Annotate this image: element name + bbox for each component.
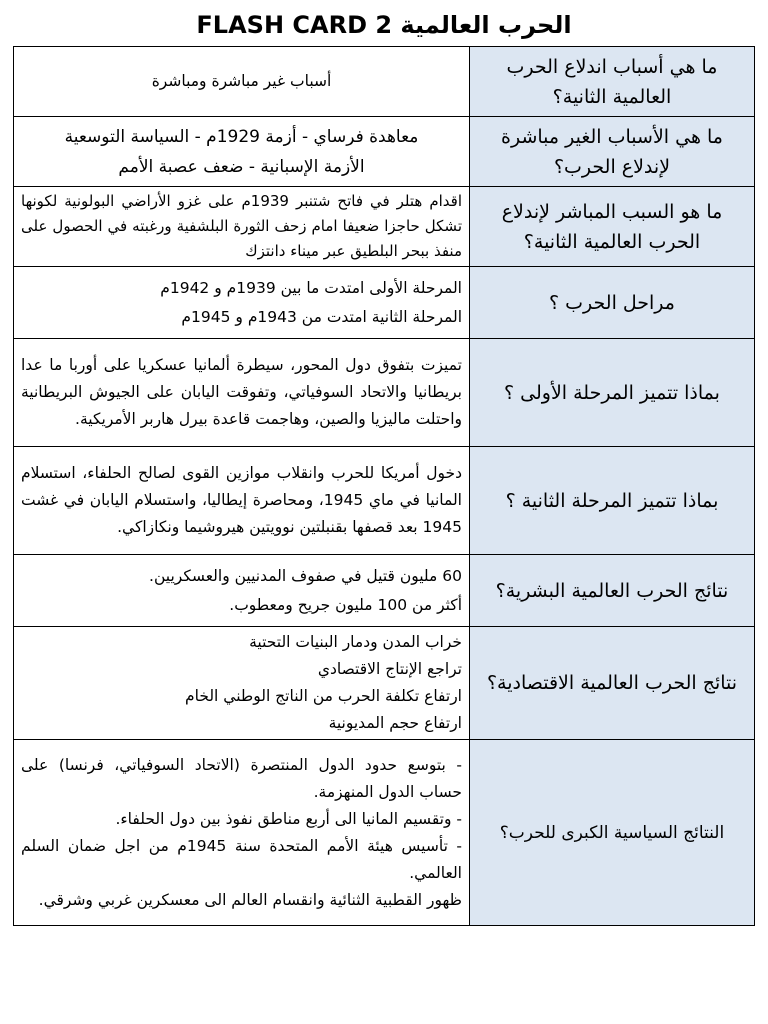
question-cell: نتائج الحرب العالمية الاقتصادية؟ [470, 627, 755, 740]
table-row [14, 117, 755, 187]
answer-line: المرحلة الأولى امتدت ما بين 1939م و 1942م [160, 278, 462, 297]
question-cell: نتائج الحرب العالمية البشرية؟ [470, 555, 755, 627]
table-row [14, 627, 755, 740]
answer-line: ارتفاع حجم المديونية [328, 714, 462, 732]
answer-cell [14, 740, 470, 926]
answer-line: - تأسيس هيئة الأمم المتحدة سنة 1945م من اجل ضمان السلم العالمي. [21, 836, 462, 882]
answer-line: ظهور القطبية الثنائية وانقسام العالم الى معسكرين غربي وشرقي. [38, 890, 462, 909]
question-cell: ما هي أسباب اندلاع الحرب العالمية الثانية؟ [470, 47, 755, 117]
answer-line: ارتفاع تكلفة الحرب من الناتج الوطني الخام [185, 687, 462, 705]
page-title: الحرب العالمية FLASH CARD 2 [196, 11, 572, 39]
answer-line: اقدام هتلر في فاتح شتنبر 1939م على غزو الأراضي البولونية لكونها تشكل حاجزا ضعيفا امام زحف الثورة البلشفية ورغبته في الحصول على منفذ ببحر البلطيق عبر ميناء دانتزك [21, 192, 462, 260]
answer-cell [14, 117, 470, 187]
question-cell: ما هي الأسباب الغير مباشرة لإندلاع الحرب؟ [470, 117, 755, 187]
answer-cell [14, 627, 470, 740]
answer-line: المرحلة الثانية امتدت من 1943م و 1945م [181, 307, 462, 326]
table-row [14, 47, 755, 117]
question-cell: ما هو السبب المباشر لإندلاع الحرب العالمية الثانية؟ [470, 187, 755, 267]
answer-cell [14, 447, 470, 555]
table-row [14, 555, 755, 627]
table-row [14, 740, 755, 926]
answer-cell [14, 555, 470, 627]
question-cell: النتائج السياسية الكبرى للحرب؟ [470, 740, 755, 926]
answer-line: تراجع الإنتاج الاقتصادي [317, 660, 462, 678]
answer-line: خراب المدن ودمار البنيات التحتية [249, 633, 462, 651]
answer-line: معاهدة فرساي - أزمة 1929م - السياسة التوسعية [64, 126, 419, 147]
answer-line: دخول أمريكا للحرب وانقلاب موازين القوى لصالح الحلفاء، استسلام المانيا في ماي 1945، ومحاصرة إيطاليا، واستسلام اليابان في غشت 1945 بعد قصفها بقنبلتين نوويتين هيروشيما ونكازاكي. [21, 464, 462, 536]
question-cell: مراحل الحرب ؟ [470, 267, 755, 339]
answer-line: 60 مليون قتيل في صفوف المدنيين والعسكريين. [149, 566, 462, 585]
answer-cell [14, 47, 470, 117]
answer-cell [14, 187, 470, 267]
question-cell: بماذا تتميز المرحلة الثانية ؟ [470, 447, 755, 555]
answer-line: تميزت بتفوق دول المحور، سيطرة ألمانيا عسكريا على أوربا ما عدا بريطانيا والاتحاد السوفياتي، وتفوقت اليابان على الجيوش البريطانية واحتلت ماليزيا والصين، وهاجمت قاعدة بيرل هاربر الأمريكية. [21, 356, 462, 428]
answer-cell [14, 339, 470, 447]
question-cell: بماذا تتميز المرحلة الأولى ؟ [470, 339, 755, 447]
answer-line: - وتقسيم المانيا الى أربع مناطق نفوذ بين دول الحلفاء. [115, 809, 462, 828]
answer-line: أسباب غير مباشرة ومباشرة [151, 72, 332, 90]
flash-card-table [13, 46, 755, 926]
answer-line: الأزمة الإسبانية - ضعف عصبة الأمم [118, 156, 365, 177]
table-row [14, 187, 755, 267]
table-row [14, 447, 755, 555]
answer-cell [14, 267, 470, 339]
answer-line: - بتوسع حدود الدول المنتصرة (الاتحاد السوفياتي، فرنسا) على حساب الدول المنهزمة. [21, 755, 462, 801]
answer-line: أكثر من 100 مليون جريح ومعطوب. [229, 595, 462, 614]
table-row [14, 267, 755, 339]
table-row [14, 339, 755, 447]
